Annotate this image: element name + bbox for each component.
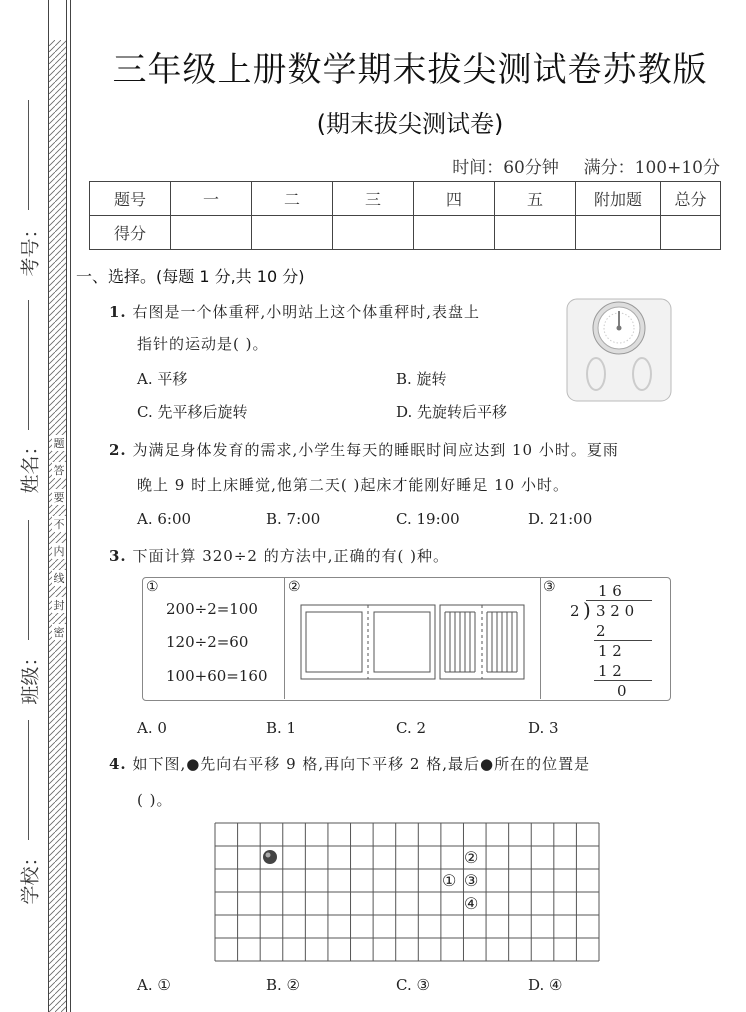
option-c[interactable]: C. 19:00 [396, 510, 460, 528]
score-table [89, 181, 721, 250]
question-2-line1 [109, 439, 619, 460]
division-step: 1 2 [598, 662, 622, 680]
score-cell: 一 [171, 182, 252, 216]
score-cell: 五 [495, 182, 576, 216]
seal-char: 题 [53, 437, 65, 450]
question-1-line2: 指针的运动是( )。 [137, 335, 269, 353]
question-2-line2: 晚上 9 时上床睡觉,他第二天( )起床才能刚好睡足 10 小时。 [137, 476, 569, 494]
quotient: 1 6 [598, 582, 622, 600]
divider [284, 578, 285, 699]
option-a[interactable]: A. ① [137, 976, 171, 994]
method-1-step: 120÷2=60 [166, 633, 249, 651]
option-b[interactable]: B. ② [266, 976, 301, 994]
score-cell: 三 [333, 182, 414, 216]
option-d[interactable]: D. 21:00 [528, 510, 593, 528]
grid-mark: ④ [464, 894, 479, 913]
seal-char: 线 [53, 572, 65, 585]
question-4-line1 [109, 753, 590, 774]
score-input-cell[interactable] [333, 216, 414, 250]
score-cell: 题号 [90, 182, 171, 216]
division-rule [594, 680, 652, 681]
division-step: 1 2 [598, 642, 622, 660]
option-d[interactable]: D. 3 [528, 719, 559, 737]
score-table-score-row [90, 216, 721, 250]
page-subtitle: (期末拔尖测试卷) [316, 110, 504, 138]
grid-lines [214, 822, 600, 962]
score-input-cell[interactable] [661, 216, 721, 250]
score-input-cell[interactable] [576, 216, 661, 250]
question-number: 4. [109, 755, 127, 773]
option-c[interactable]: C. 2 [396, 719, 427, 737]
score-cell: 附加题 [576, 182, 661, 216]
divider [540, 578, 541, 699]
seal-char: 密 [53, 626, 65, 639]
question-text: 如下图,●先向右平移 9 格,再向下平移 2 格,最后●所在的位置是 [132, 755, 591, 773]
option-a[interactable]: A. 0 [137, 719, 167, 737]
class-blank[interactable] [28, 520, 29, 640]
name-label: 姓名： [19, 436, 42, 494]
question-text: 下面计算 320÷2 的方法中,正确的有( )种。 [132, 547, 449, 565]
binding-margin [0, 0, 76, 1012]
score-table-header-row [90, 182, 721, 216]
option-a[interactable]: A. 6:00 [137, 510, 192, 528]
division-rule [594, 640, 652, 641]
question-1-line1 [109, 301, 480, 322]
question-number: 3. [109, 547, 127, 565]
method-1-step: 100+60=160 [166, 667, 268, 685]
score-input-cell[interactable] [171, 216, 252, 250]
score-cell: 二 [252, 182, 333, 216]
time-limit: 时间：60分钟 [452, 158, 559, 178]
question-3-line1 [109, 545, 449, 566]
division-step: 2 [596, 622, 606, 640]
score-cell: 总分 [661, 182, 721, 216]
division-bracket: ) [583, 598, 591, 622]
option-c[interactable]: C. 先平移后旋转 [137, 403, 248, 421]
grid-mark: ③ [464, 871, 479, 890]
division-bar [586, 600, 652, 601]
method-1-step: 200÷2=100 [166, 600, 258, 618]
method-2-label: ② [288, 579, 301, 595]
binding-line [70, 0, 71, 1012]
option-d[interactable]: D. 先旋转后平移 [396, 403, 508, 421]
exam-meta [380, 153, 720, 178]
question-number: 2. [109, 441, 127, 459]
exam-no-label: 考号： [19, 219, 42, 277]
option-b[interactable]: B. 1 [266, 719, 297, 737]
option-d[interactable]: D. ④ [528, 976, 563, 994]
ball-marker [263, 850, 277, 864]
score-cell: 得分 [90, 216, 171, 250]
school-label: 学校： [19, 847, 42, 905]
seal-char: 封 [53, 599, 65, 612]
page-title: 三年级上册数学期末拔尖测试卷苏教版 [112, 50, 708, 90]
dividend: 3 2 0 [596, 602, 635, 620]
grid-mark: ② [464, 848, 479, 867]
question-4-line2: ( )。 [137, 791, 173, 809]
name-blank[interactable] [28, 300, 29, 430]
method-1-label: ① [146, 579, 159, 595]
seal-char: 内 [53, 545, 65, 558]
exam-no-blank[interactable] [28, 100, 29, 210]
class-label: 班级： [19, 647, 42, 705]
bathroom-scale-illustration [566, 298, 672, 402]
division-step: 0 [617, 682, 627, 700]
divisor: 2 [570, 602, 580, 620]
option-a[interactable]: A. 平移 [137, 370, 188, 388]
school-blank[interactable] [28, 720, 29, 840]
question-text: 为满足身体发育的需求,小学生每天的睡眠时间应达到 10 小时。夏雨 [132, 441, 619, 459]
option-b[interactable]: B. 7:00 [266, 510, 321, 528]
option-b[interactable]: B. 旋转 [396, 370, 447, 388]
place-value-blocks-diagram [300, 604, 526, 680]
score-input-cell[interactable] [414, 216, 495, 250]
score-input-cell[interactable] [495, 216, 576, 250]
seal-char: 要 [53, 491, 65, 504]
method-3-label: ③ [543, 579, 556, 595]
seal-char: 答 [53, 464, 65, 477]
section-heading: 一、选择。(每题 1 分,共 10 分) [76, 267, 305, 286]
option-c[interactable]: C. ③ [396, 976, 430, 994]
score-input-cell[interactable] [252, 216, 333, 250]
score-cell: 四 [414, 182, 495, 216]
full-score: 满分：100+10分 [583, 158, 720, 178]
seal-char: 不 [53, 518, 65, 531]
question-text: 右图是一个体重秤,小明站上这个体重秤时,表盘上 [132, 303, 480, 321]
grid-mark: ① [442, 871, 457, 890]
question-number: 1. [109, 303, 127, 321]
binding-line [66, 0, 67, 1012]
